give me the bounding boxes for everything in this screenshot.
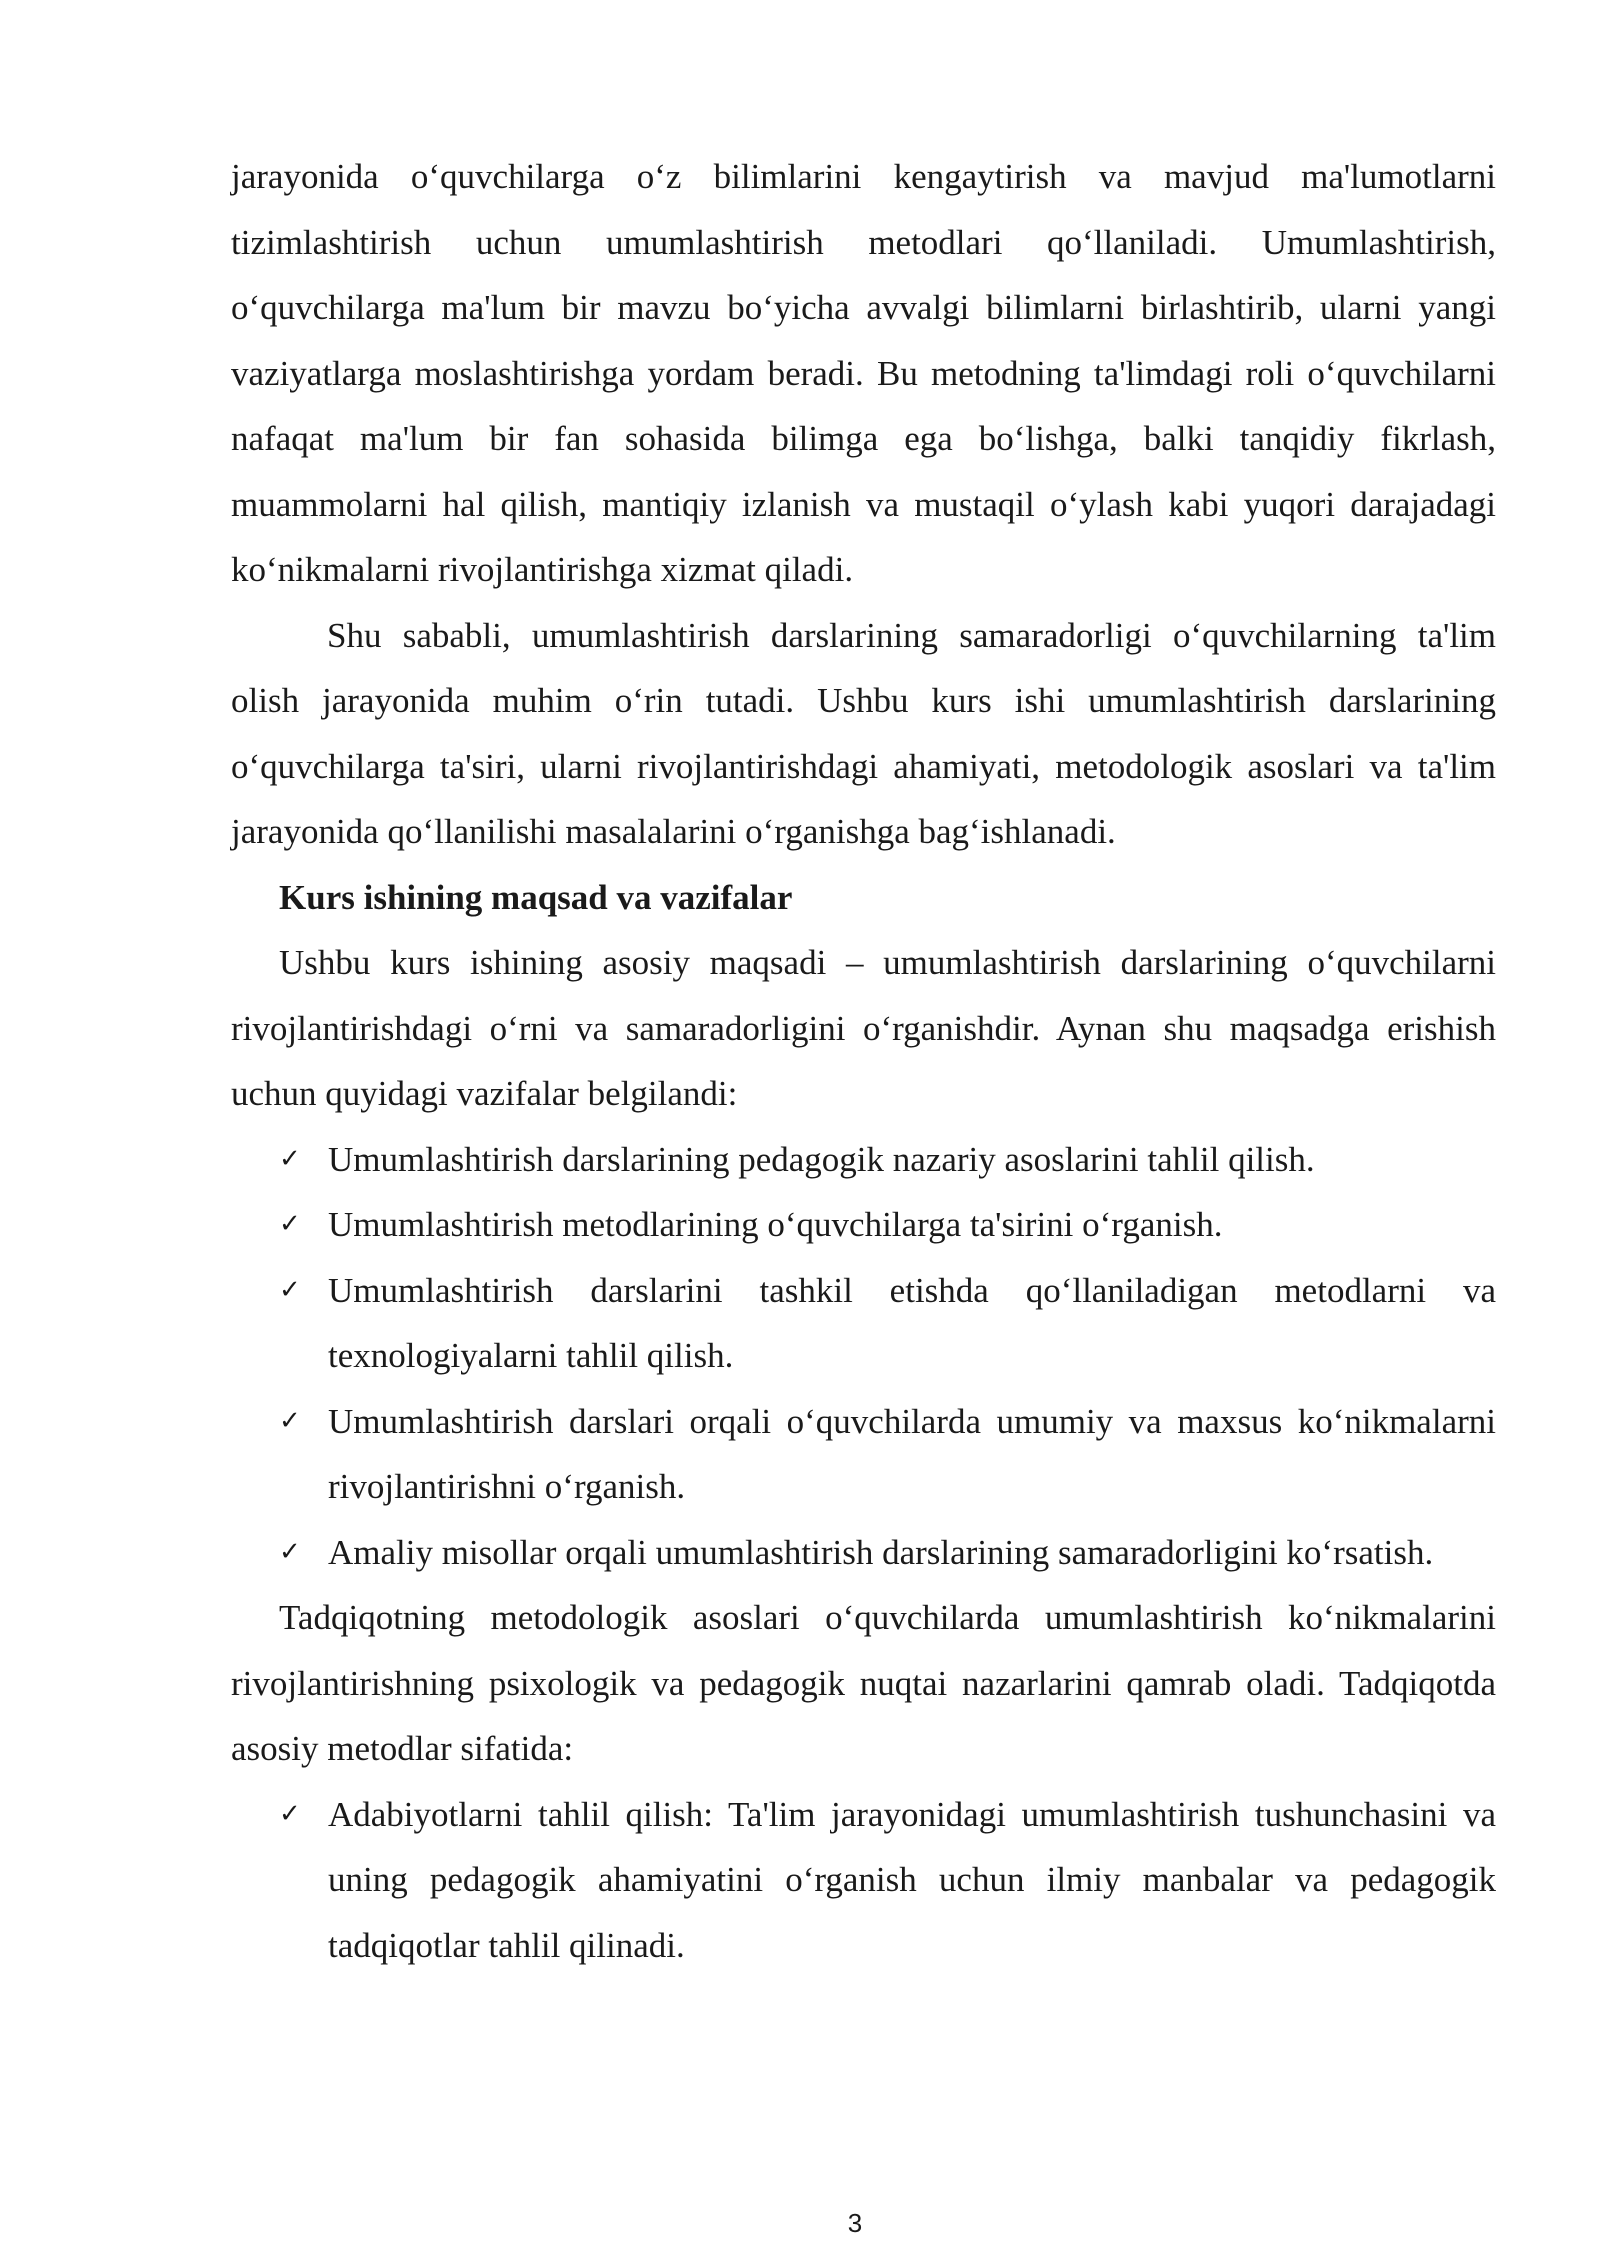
list-item-text: Adabiyotlarni tahlil qilish: Ta'lim jarayonidagi umumlashtirish tushunchasini va uning pedagogik ahamiyatini o‘rganish uchun ilmiy manbalar va pedagogik tadqiqotlar tahlil qilinadi. — [328, 1794, 1496, 1965]
methods-list — [231, 1782, 1496, 1979]
list-item-text: Umumlashtirish darslarining pedagogik nazariy asoslarini tahlil qilish. — [328, 1139, 1315, 1179]
checkmark-icon: ✓ — [279, 1143, 301, 1174]
page-number: 3 — [847, 2208, 863, 2238]
list-item — [231, 1520, 1496, 1586]
section-heading: Kurs ishining maqsad va vazifalar — [279, 877, 793, 917]
list-item — [231, 1192, 1496, 1258]
checkmark-icon: ✓ — [279, 1405, 301, 1436]
list-item — [231, 1258, 1496, 1389]
paragraph-intro-continuation: jarayonida o‘quvchilarga o‘z bilimlarini kengaytirish va mavjud ma'lumotlarni tizimlashtirish uchun umumlashtirish metodlari qo‘llaniladi. Umumlashtirish, o‘quvchilarga ma'lum bir mavzu bo‘yicha avvalgi bilimlarni birlashtirib, ularni yangi vaziyatlarga moslashtirishga yordam beradi. Bu metodning ta'limdagi roli o‘quvchilarni nafaqat ma'lum bir fan sohasida bilimga ega bo‘lishga, balki tanqidiy fikrlash, muammolarni hal qilish, mantiqiy izlanish va mustaqil o‘ylash kabi yuqori darajadagi ko‘nikmalarni rivojlantirishga xizmat qiladi. — [231, 157, 1496, 589]
list-item — [231, 1389, 1496, 1520]
list-item-text: Umumlashtirish darslarini tashkil etishda qo‘llaniladigan metodlarni va texnologiyalarni tahlil qilish. — [328, 1270, 1496, 1375]
tasks-list — [231, 1127, 1496, 1586]
list-item-text: Umumlashtirish metodlarining o‘quvchilarga ta'sirini o‘rganish. — [328, 1205, 1223, 1244]
checkmark-icon: ✓ — [279, 1798, 301, 1829]
list-item — [231, 1127, 1496, 1193]
paragraph-goal: Ushbu kurs ishining asosiy maqsadi – umumlashtirish darslarining o‘quvchilarni rivojlantirishdagi o‘rni va samaradorligini o‘rganishdir. Aynan shu maqsadga erishish uchun quyidagi vazifalar belgilandi: — [231, 943, 1496, 1113]
list-item-text: Umumlashtirish darslari orqali o‘quvchilarda umumiy va maxsus ko‘nikmalarni rivojlantirishni o‘rganish. — [328, 1401, 1496, 1506]
paragraph-relevance: Shu sababli, umumlashtirish darslarining samaradorligi o‘quvchilarning ta'lim olish jarayonida muhim o‘rin tutadi. Ushbu kurs ishi umumlashtirish darslarining o‘quvchilarga ta'siri, ularni rivojlantirishdagi ahamiyati, metodologik asoslari va ta'lim jarayonida qo‘llanilishi masalalarini o‘rganishga bag‘ishlanadi. — [231, 615, 1496, 851]
checkmark-icon: ✓ — [279, 1274, 301, 1305]
checkmark-icon: ✓ — [279, 1209, 301, 1239]
list-item — [231, 1782, 1496, 1979]
page-content — [231, 144, 1496, 1978]
checkmark-icon: ✓ — [279, 1536, 301, 1567]
list-item-text: Amaliy misollar orqali umumlashtirish darslarining samaradorligini ko‘rsatish. — [328, 1532, 1434, 1572]
paragraph-methodology: Tadqiqotning metodologik asoslari o‘quvchilarda umumlashtirish ko‘nikmalarini rivojlantirishning psixologik va pedagogik nuqtai nazarlarini qamrab oladi. Tadqiqotda asosiy metodlar sifatida: — [231, 1598, 1496, 1768]
